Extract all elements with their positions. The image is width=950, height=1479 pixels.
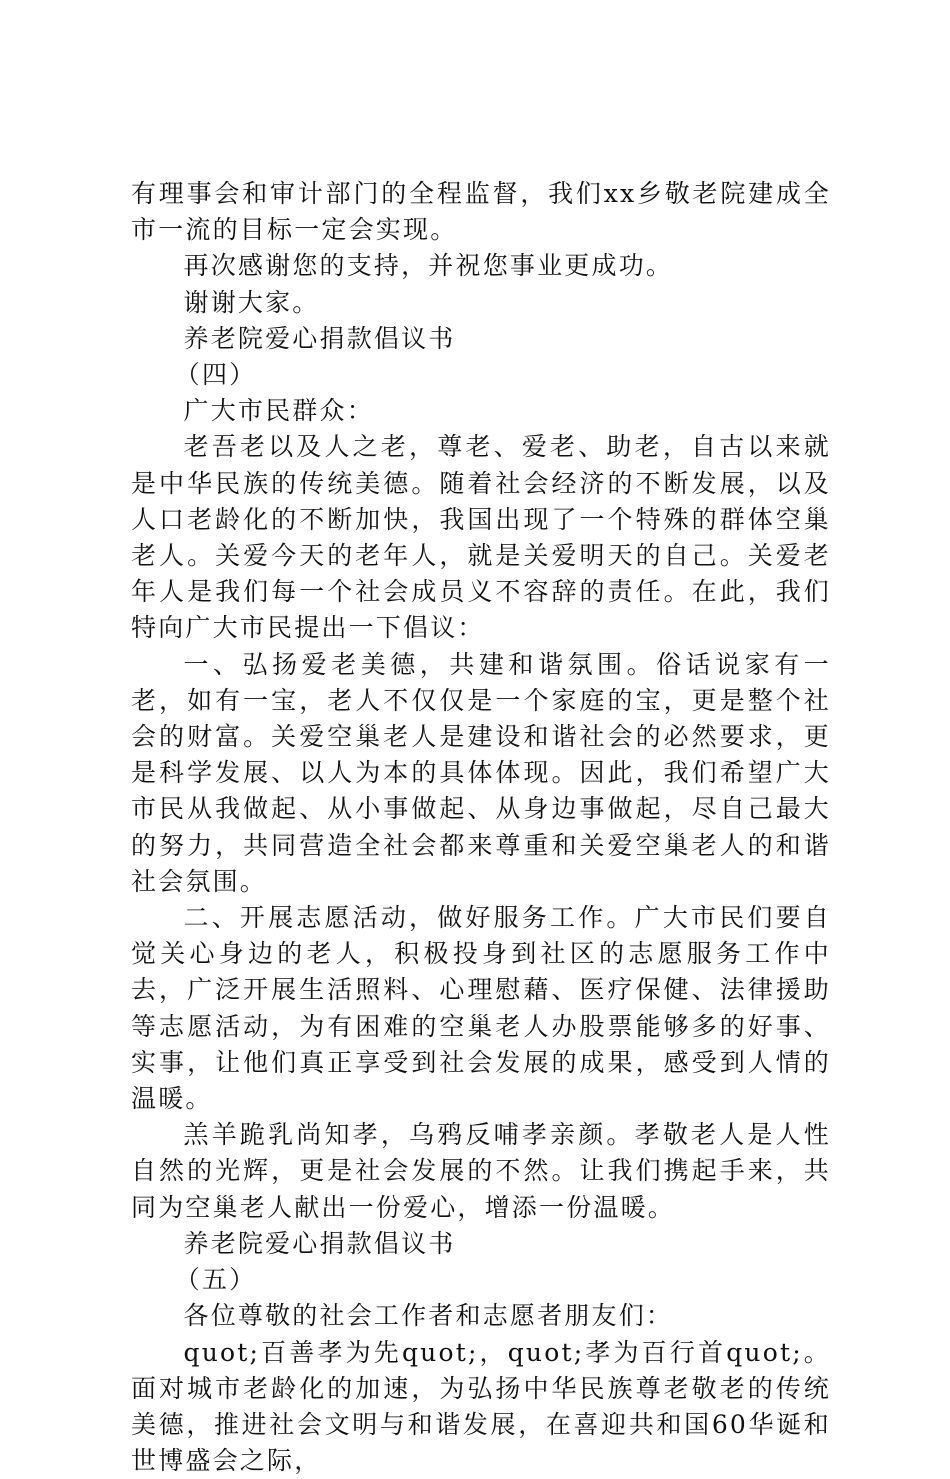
- paragraph-continuation: 有理事会和审计部门的全程监督，我们xx乡敬老院建成全市一流的目标一定会实现。: [131, 176, 831, 248]
- section-title-5: 养老院爱心捐款倡议书: [131, 1226, 831, 1262]
- section-number-5: （五）: [131, 1262, 831, 1298]
- paragraph-thanks-all: 谢谢大家。: [131, 285, 831, 321]
- document-body: [131, 176, 831, 1479]
- paragraph-point-2: 二、开展志愿活动，做好服务工作。广大市民们要自觉关心身边的老人，积极投身到社区的志愿服务工作中去，广泛开展生活照料、心理慰藉、医疗保健、法律援助等志愿活动，为有困难的空巢老人办股票能够多的好事、实事，让他们真正享受到社会发展的成果，感受到人情的温暖。: [131, 900, 831, 1117]
- paragraph-point-1: 一、弘扬爱老美德，共建和谐氛围。俗话说家有一老，如有一宝，老人不仅仅是一个家庭的宝，更是整个社会的财富。关爱空巢老人是建设和谐社会的必然要求，更是科学发展、以人为本的具体体现。因此，我们希望广大市民从我做起、从小事做起、从身边事做起，尽自己最大的努力，共同营造全社会都来尊重和关爱空巢老人的和谐社会氛围。: [131, 647, 831, 900]
- section-title-4: 养老院爱心捐款倡议书: [131, 321, 831, 357]
- paragraph-closing-4: 羔羊跪乳尚知孝，乌鸦反哺孝亲颜。孝敬老人是人性自然的光辉，更是社会发展的不然。让我们携起手来，共同为空巢老人献出一份爱心，增添一份温暖。: [131, 1117, 831, 1226]
- paragraph-intro-5: quot;百善孝为先quot;，quot;孝为百行首quot;。面对城市老龄化的加速，为弘扬中华民族尊老敬老的传统美德，推进社会文明与和谐发展，在喜迎共和国60华诞和世博盛会之际，: [131, 1335, 831, 1479]
- section-number-4: （四）: [131, 357, 831, 393]
- paragraph-intro-4: 老吾老以及人之老，尊老、爱老、助老，自古以来就是中华民族的传统美德。随着社会经济的不断发展，以及人口老龄化的不断加快，我国出现了一个特殊的群体空巢老人。关爱今天的老年人，就是关爱明天的自己。关爱老年人是我们每一个社会成员义不容辞的责任。在此，我们特向广大市民提出一下倡议：: [131, 429, 831, 646]
- salutation-5: 各位尊敬的社会工作者和志愿者朋友们：: [131, 1298, 831, 1334]
- paragraph-thanks-support: 再次感谢您的支持，并祝您事业更成功。: [131, 248, 831, 284]
- salutation-4: 广大市民群众：: [131, 393, 831, 429]
